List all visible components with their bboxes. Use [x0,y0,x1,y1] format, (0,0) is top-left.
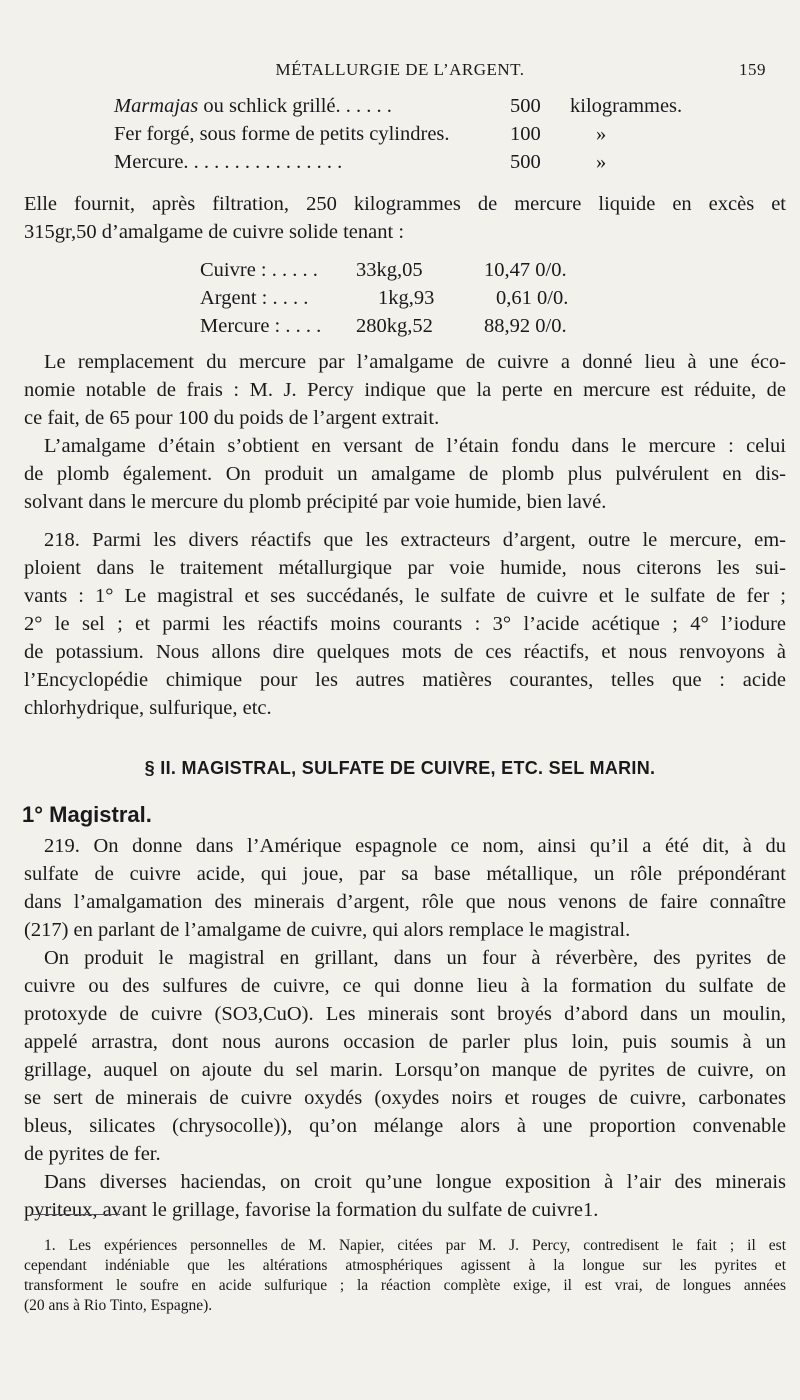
paragraph-line: ce fait, de 65 pour 100 du poids de l’argent extrait. [24,407,440,429]
footnote-line: (20 ans à Rio Tinto, Espagne). [24,1297,213,1314]
paragraph-line: ploient dans le traitement métallurgique par voie humide, nous citerons les sui- [24,557,786,579]
paragraph-line: vants : 1° Le magistral et ses succédanés, le sulfate de cuivre et le sulfate de fer ; [24,585,786,607]
charge-unit: » [596,151,607,173]
element-mass: 33kg,05 [356,259,423,281]
paragraph-line: protoxyde de cuivre (SO3,CuO). Les minerais sont broyés d’abord dans un moulin, [24,1003,786,1025]
paragraph-line: de potassium. Nous allons dire quelques mots de ces réactifs, et nous renvoyons à [24,641,786,663]
charge-unit: » [596,123,607,145]
paragraph-line: bleus, silicates (chrysocolle)), qu’on mélange alors à une proportion convenable [24,1115,786,1137]
paragraph-line: appelé arrastra, dont nous aurons occasion de parler plus loin, puis soumis à un [24,1031,786,1053]
element-percent: 10,47 0/0. [484,259,567,281]
paragraph-line: sulfate de cuivre acide, qui joue, par sa base métallique, un rôle prépondérant [24,863,786,885]
paragraph-line: de pyrites de fer. [24,1143,161,1165]
element-name: Cuivre : . . . . . [200,259,318,281]
paragraph-line: Elle fournit, après filtration, 250 kilogrammes de mercure liquide en excès et [24,193,786,215]
paragraph-line: dans l’amalgamation des minerais d’argent, rôle que nous venons de faire connaître [24,891,786,913]
paragraph-line: 219. On donne dans l’Amérique espagnole ce nom, ainsi qu’il a été dit, à du [44,835,786,857]
paragraph-line: Le remplacement du mercure par l’amalgame de cuivre a donné lieu à une éco- [44,351,786,373]
paragraph-line: solvant dans le mercure du plomb précipité par voie humide, bien lavé. [24,491,607,513]
paragraph-line: 315gr,50 d’amalgame de cuivre solide tenant : [24,221,405,243]
subsection-title: 1° Magistral. [22,802,152,827]
charge-row: Marmajas ou schlick grillé. . . . . . [114,95,392,117]
paragraph-line: nomie notable de frais : M. J. Percy indique que la perte en mercure est réduite, de [24,379,786,401]
paragraph-line: grillage, auquel on ajoute du sel marin. Lorsqu’on manque de pyrites de cuivre, on [24,1059,786,1081]
charge-qty: 500 [510,95,541,117]
charge-qty: 500 [510,151,541,173]
element-name: Argent : . . . . [200,287,309,309]
element-mass: 1kg,93 [378,287,435,309]
charge-row: Fer forgé, sous forme de petits cylindres. [114,123,450,145]
paragraph-line: cuivre ou des sulfures de cuivre, ce qui donne lieu à la formation du sulfate de [24,975,786,997]
paragraph-line: L’amalgame d’étain s’obtient en versant de l’étain fondu dans le mercure : celui [44,435,786,457]
footnote-line: 1. Les expériences personnelles de M. Napier, citées par M. J. Percy, contredisent le fait ; il est [44,1237,786,1254]
element-name: Mercure : . . . . [200,315,322,337]
paragraph-line: (217) en parlant de l’amalgame de cuivre, qui alors remplace le magistral. [24,919,631,941]
element-mass: 280kg,52 [356,315,433,337]
charge-row: Mercure. . . . . . . . . . . . . . . . [114,151,343,173]
paragraph-line: 218. Parmi les divers réactifs que les extracteurs d’argent, outre le mercure, em- [44,529,786,551]
section-title: § II. MAGISTRAL, SULFATE DE CUIVRE, ETC. SEL MARIN. [144,758,656,778]
paragraph-line: chlorhydrique, sulfurique, etc. [24,697,272,719]
paragraph-line: pyriteux, avant le grillage, favorise la formation du sulfate de cuivre1. [24,1199,599,1221]
paragraph-line: Dans diverses haciendas, on croit qu’une longue exposition à l’air des minerais [44,1171,786,1193]
paragraph-line: se sert de minerais de cuivre oxydés (oxydes noirs et rouges de cuivre, carbonates [24,1087,786,1109]
paragraph-line: de plomb également. On produit un amalgame de plomb plus pulvérulent en dis- [24,463,786,485]
element-percent: 88,92 0/0. [484,315,567,337]
charge-qty: 100 [510,123,541,145]
paragraph-line: On produit le magistral en grillant, dans un four à réverbère, des pyrites de [44,947,786,969]
paragraph-line: l’Encyclopédie chimique pour les autres matières courantes, telles que : acide [24,669,786,691]
charge-unit: kilogrammes. [570,95,683,117]
running-title: MÉTALLURGIE DE L’ARGENT. [275,60,525,79]
footnote-line: cependant indéniable que les altérations atmosphériques agissent à la longue sur les pyrites et [24,1257,786,1274]
paragraph-line: 2° le sel ; et parmi les réactifs moins courants : 3° l’acide acétique ; 4° l’iodure [24,613,786,635]
page-number: 159 [739,60,766,79]
element-percent: 0,61 0/0. [496,287,569,309]
running-header [0,60,800,88]
footnote-line: transforment le soufre en acide sulfurique ; la réaction complète exige, il est vrai, de longues années [24,1277,786,1294]
footnote-rule [30,1214,120,1215]
